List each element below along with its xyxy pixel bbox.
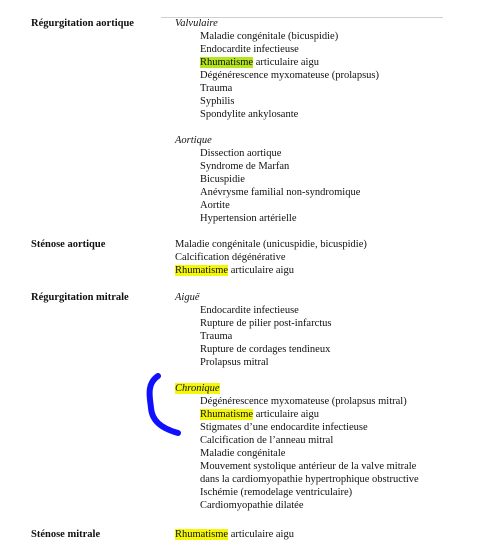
list-item-rhumatisme bbox=[200, 56, 379, 69]
row-label-aortic-stenosis: Sténose aortique bbox=[31, 239, 106, 250]
row-label-aortic-regurgitation: Régurgitation aortique bbox=[31, 18, 134, 29]
aortic-stenosis-list bbox=[175, 238, 367, 277]
list-item-rest: articulaire aigu bbox=[255, 409, 319, 420]
list-item: dans la cardiomyopathie hypertrophique obstructive bbox=[200, 474, 419, 485]
chronique-subheading bbox=[175, 382, 220, 395]
list-item-rhumatisme bbox=[175, 528, 294, 541]
list-item-rest: articulaire aigu bbox=[255, 57, 319, 68]
rhumatisme-highlight: Rhumatisme bbox=[200, 57, 254, 68]
list-item: Stigmates d’une endocardite infectieuse bbox=[200, 422, 368, 433]
aortique-subheading: Aortique bbox=[175, 135, 212, 146]
list-item-rhumatisme bbox=[175, 264, 367, 277]
list-item: Dégénérescence myxomateuse (prolapsus mitral) bbox=[200, 396, 407, 407]
list-item: Endocardite infectieuse bbox=[200, 44, 299, 55]
aigue-subheading: Aiguë bbox=[175, 292, 200, 303]
aigue-list bbox=[200, 304, 332, 369]
list-item: Trauma bbox=[200, 331, 233, 342]
row-label-mitral-regurgitation: Régurgitation mitrale bbox=[31, 292, 129, 303]
rhumatisme-highlight: Rhumatisme bbox=[200, 409, 254, 420]
list-item-rest: articulaire aigu bbox=[230, 529, 294, 540]
list-item: Cardiomyopathie dilatée bbox=[200, 500, 304, 511]
list-item: Rupture de pilier post-infarctus bbox=[200, 318, 332, 329]
list-item-rhumatisme bbox=[200, 408, 419, 421]
list-item: Maladie congénitale bbox=[200, 448, 286, 459]
list-item: Anévrysme familial non-syndromique bbox=[200, 187, 361, 198]
list-item: Calcification de l’anneau mitral bbox=[200, 435, 334, 446]
list-item: Ischémie (remodelage ventriculaire) bbox=[200, 487, 353, 498]
list-item: Spondylite ankylosante bbox=[200, 109, 299, 120]
chronique-highlight: Chronique bbox=[175, 383, 220, 394]
list-item: Hypertension artérielle bbox=[200, 213, 297, 224]
aortique-list bbox=[200, 147, 360, 225]
rhumatisme-highlight: Rhumatisme bbox=[175, 529, 229, 540]
list-item: Syndrome de Marfan bbox=[200, 161, 290, 172]
list-item: Maladie congénitale (bicuspidie) bbox=[200, 31, 339, 42]
rhumatisme-highlight: Rhumatisme bbox=[175, 265, 229, 276]
blue-ink-stroke bbox=[150, 376, 178, 433]
list-item: Maladie congénitale (unicuspidie, bicuspidie) bbox=[175, 239, 367, 250]
chronique-list bbox=[200, 395, 419, 512]
valvulaire-subheading: Valvulaire bbox=[175, 18, 218, 29]
list-item: Trauma bbox=[200, 83, 233, 94]
mitral-stenosis-list bbox=[175, 528, 294, 541]
list-item: Aortite bbox=[200, 200, 230, 211]
list-item: Rupture de cordages tendineux bbox=[200, 344, 331, 355]
valvulaire-list bbox=[200, 30, 379, 121]
row-label-mitral-stenosis: Sténose mitrale bbox=[31, 529, 101, 540]
list-item: Prolapsus mitral bbox=[200, 357, 269, 368]
list-item: Bicuspidie bbox=[200, 174, 245, 185]
list-item: Mouvement systolique antérieur de la valve mitrale bbox=[200, 461, 417, 472]
list-item: Endocardite infectieuse bbox=[200, 305, 299, 316]
list-item: Calcification dégénérative bbox=[175, 252, 286, 263]
list-item: Syphilis bbox=[200, 96, 235, 107]
list-item: Dégénérescence myxomateuse (prolapsus) bbox=[200, 70, 380, 81]
list-item-rest: articulaire aigu bbox=[230, 265, 294, 276]
list-item: Dissection aortique bbox=[200, 148, 282, 159]
